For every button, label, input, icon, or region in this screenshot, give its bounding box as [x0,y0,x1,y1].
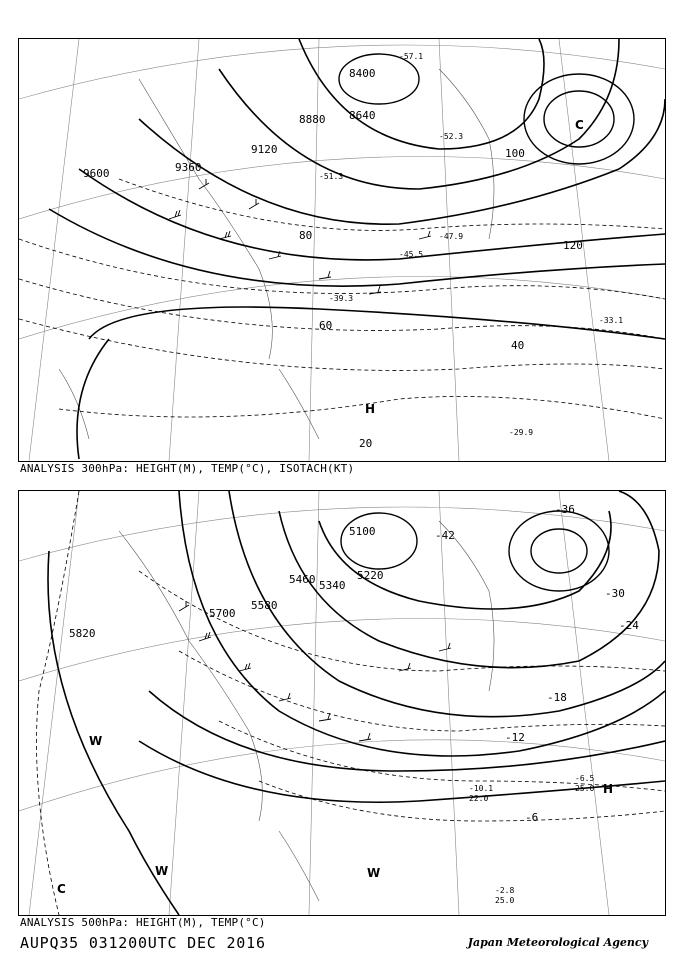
temp-label: -52.3 [439,132,464,141]
temp-label: -36 [555,503,575,516]
height-label-5100: 5100 [349,525,376,538]
high-center: H [603,782,614,796]
temp-label: -24 [619,619,639,632]
temp-label: -29.9 [509,428,534,437]
height-label-8400: 8400 [349,67,376,80]
height-contours-500 [48,491,665,915]
map-panel-500hpa [18,490,666,916]
isotach-label-120: 120 [563,239,583,252]
station-label: -10.1 [469,784,494,793]
warm-center: W [367,866,381,880]
isotach-label-60: 60 [319,319,333,332]
height-label-5820: 5820 [69,627,96,640]
cold-center: C [575,118,584,132]
isotach-label-20: 20 [359,437,373,450]
height-label-5700: 5700 [209,607,236,620]
height-label-8880: 8880 [299,113,326,126]
temp-label: -42 [435,529,455,542]
map-500hpa-svg [19,491,665,915]
isotherms-500 [37,491,666,915]
temp-label: -18 [547,691,567,704]
graticule-500 [19,491,665,915]
isotach-label-40: 40 [511,339,525,352]
temp-label: -47.9 [439,232,464,241]
cold-center: C [57,882,66,896]
temp-label: -45.5 [399,250,424,259]
station-label: -2.8 [495,886,515,895]
temp-label: -6 [525,811,539,824]
station-label: -6.5 [575,774,595,783]
temp-label: -39.3 [329,294,354,303]
temp-label: -57.1 [399,52,424,61]
coastline-300 [59,69,494,439]
height-label-9600: 9600 [83,167,110,180]
height-label-8640: 8640 [349,109,376,122]
caption-300hpa: ANALYSIS 300hPa: HEIGHT(M), TEMP(°C), ISOTACH(KT) [20,462,355,475]
height-label-9120: 9120 [251,143,278,156]
station-label: 25.0 [495,896,515,905]
temp-label: -33.1 [599,316,624,325]
map-panel-300hpa [18,38,666,462]
temp-label: -30 [605,587,625,600]
warm-center: W [89,734,103,748]
height-label-5220: 5220 [357,569,384,582]
height-label-5580: 5580 [251,599,278,612]
temp-label: -51.3 [319,172,344,181]
isotach-label-100: 100 [505,147,525,160]
station-labels-500 [469,774,594,905]
station-label: 25.0 [575,784,595,793]
station-label: 22.0 [469,794,489,803]
height-label-9360: 9360 [175,161,202,174]
chart-code: AUPQ35 031200UTC DEC 2016 [20,934,266,952]
map-300hpa-svg [19,39,665,461]
low-contours-300 [339,54,634,164]
isotach-label-80: 80 [299,229,313,242]
height-label-5340: 5340 [319,579,346,592]
height-label-5460: 5460 [289,573,316,586]
warm-center: W [155,864,169,878]
agency-name: Japan Meteorological Agency [467,936,648,949]
caption-500hpa: ANALYSIS 500hPa: HEIGHT(M), TEMP(°C) [20,916,266,929]
high-center: H [365,402,376,416]
temp-label: -12 [505,731,525,744]
